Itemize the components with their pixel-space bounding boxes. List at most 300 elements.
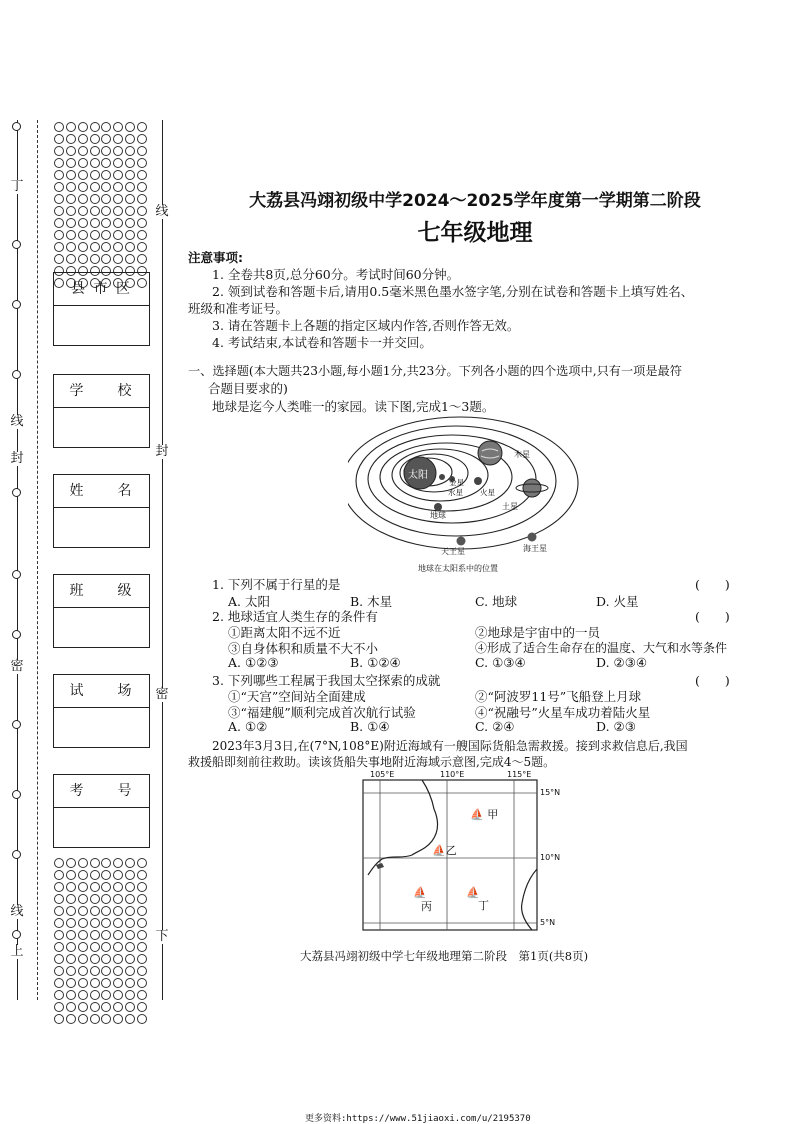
dot-pattern-cell: [54, 218, 64, 228]
dot-pattern-cell: [78, 894, 88, 904]
field-label: 学 校: [54, 375, 149, 408]
dot-pattern-cell: [113, 1014, 123, 1024]
label-earth: 地球: [430, 511, 446, 520]
dot-pattern-cell: [90, 954, 100, 964]
dot-pattern-cell: [125, 170, 135, 180]
notice-item: 班级和准考证号。: [188, 301, 289, 316]
dot-pattern-cell: [78, 218, 88, 228]
dot-pattern-cell: [78, 134, 88, 144]
label-neptune: 海王星: [523, 544, 547, 553]
dot-pattern-cell: [78, 194, 88, 204]
label-sun: 太阳: [408, 470, 428, 481]
section1-heading-cont: 合题目要求的): [208, 381, 288, 396]
ship-label-ding: 丁: [478, 899, 489, 912]
dot-pattern-cell: [78, 930, 88, 940]
dot-pattern-cell: [113, 942, 123, 952]
dot-pattern-cell: [54, 158, 64, 168]
dot-pattern-cell: [78, 1014, 88, 1024]
dot-pattern-cell: [101, 882, 111, 892]
ship-marker-bing: ⛵: [413, 886, 427, 899]
field-label: 班 级: [54, 575, 149, 608]
dot-pattern-cell: [125, 966, 135, 976]
solar-figure-caption: 地球在太阳系中的位置: [418, 564, 498, 573]
dot-pattern-cell: [90, 158, 100, 168]
q3-item: ③“福建舰”顺利完成首次航行试验: [228, 705, 416, 720]
dot-pattern-cell: [66, 942, 76, 952]
dot-pattern-cell: [125, 134, 135, 144]
notice-item: 3. 请在答题卡上各题的指定区域内作答,否则作答无效。: [212, 318, 520, 333]
dot-pattern-cell: [66, 254, 76, 264]
dot-pattern-cell: [137, 242, 147, 252]
section1-intro: 地球是迄今人类唯一的家园。读下图,完成1～3题。: [212, 399, 495, 414]
binding-ring: [12, 850, 21, 859]
dot-pattern-cell: [137, 942, 147, 952]
binding-ring: [12, 488, 21, 497]
section2-intro-cont: 救援船即刻前往救助。读该货船失事地附近海域示意图,完成4～5题。: [188, 755, 556, 769]
dot-pattern-cell: [113, 254, 123, 264]
q3-option-a[interactable]: A. ①②: [228, 719, 268, 734]
dot-pattern-cell: [137, 182, 147, 192]
dot-pattern-cell: [113, 122, 123, 132]
neptune-icon: [528, 533, 537, 542]
dot-pattern-cell: [54, 122, 64, 132]
dot-pattern-cell: [90, 978, 100, 988]
dot-pattern-cell: [66, 930, 76, 940]
dot-pattern-cell: [125, 978, 135, 988]
dot-pattern-cell: [113, 158, 123, 168]
dot-pattern-cell: [125, 230, 135, 240]
dot-pattern-cell: [78, 906, 88, 916]
dot-pattern-cell: [137, 1014, 147, 1024]
section2-intro: 2023年3月3日,在(7°N,108°E)附近海域有一艘国际货船急需救援。接到求救信息后,我国: [212, 739, 688, 753]
dot-pattern-cell: [125, 254, 135, 264]
lon-label: 110°E: [440, 770, 465, 779]
dot-pattern-cell: [90, 906, 100, 916]
dot-pattern-cell: [90, 990, 100, 1000]
dot-pattern-cell: [125, 942, 135, 952]
dot-pattern-cell: [54, 206, 64, 216]
dot-pattern-cell: [90, 122, 100, 132]
dot-pattern-cell: [113, 146, 123, 156]
dot-pattern-cell: [78, 966, 88, 976]
dot-pattern-cell: [66, 858, 76, 868]
dot-pattern-cell: [101, 990, 111, 1000]
dot-pattern-cell: [66, 146, 76, 156]
dot-pattern-cell: [137, 134, 147, 144]
q1-option-b[interactable]: B. 木星: [350, 594, 393, 609]
inner-binding-line: [162, 120, 163, 1000]
dot-pattern-cell: [101, 1014, 111, 1024]
dot-pattern-cell: [101, 134, 111, 144]
dot-pattern-cell: [113, 894, 123, 904]
binding-ring: [12, 370, 21, 379]
notice-item: 1. 全卷共8页,总分60分。考试时间60分钟。: [212, 267, 460, 282]
dot-pattern-cell: [66, 242, 76, 252]
dot-pattern-cell: [101, 942, 111, 952]
dot-pattern-cell: [101, 966, 111, 976]
dot-pattern-cell: [66, 206, 76, 216]
q3-stem: 3. 下列哪些工程属于我国太空探索的成就: [212, 673, 441, 688]
dot-pattern-cell: [125, 218, 135, 228]
q3-item: ①“天宫”空间站全面建成: [228, 689, 366, 704]
dot-pattern-cell: [101, 194, 111, 204]
dot-pattern-cell: [54, 254, 64, 264]
dot-pattern-cell: [54, 134, 64, 144]
dot-pattern-cell: [125, 954, 135, 964]
outer-mark: 线: [10, 904, 24, 919]
dot-pattern-cell: [90, 870, 100, 880]
dot-pattern-cell: [66, 906, 76, 916]
q1-option-a[interactable]: A. 太阳: [228, 594, 270, 609]
field-box-county[interactable]: [53, 272, 150, 346]
dot-pattern-cell: [125, 990, 135, 1000]
dot-pattern-cell: [113, 242, 123, 252]
dot-pattern-cell: [137, 1002, 147, 1012]
dot-pattern-cell: [54, 978, 64, 988]
dot-pattern-cell: [113, 882, 123, 892]
field-label: 姓 名: [54, 475, 149, 508]
dot-pattern-cell: [125, 1002, 135, 1012]
dot-pattern-cell: [66, 954, 76, 964]
dot-pattern-cell: [90, 146, 100, 156]
q3-option-b[interactable]: B. ①④: [350, 719, 390, 734]
dot-pattern-cell: [101, 206, 111, 216]
label-uranus: 天王星: [441, 547, 465, 556]
binding-ring: [12, 930, 21, 939]
dot-pattern-cell: [125, 242, 135, 252]
field-box-school[interactable]: [53, 374, 150, 448]
dot-pattern-cell: [113, 170, 123, 180]
dot-pattern-cell: [54, 906, 64, 916]
dot-pattern-cell: [113, 918, 123, 928]
dot-pattern-cell: [54, 882, 64, 892]
dot-pattern-cell: [78, 870, 88, 880]
dot-pattern-cell: [137, 206, 147, 216]
dot-pattern-cell: [125, 122, 135, 132]
dot-pattern-cell: [101, 870, 111, 880]
dot-pattern-cell: [54, 942, 64, 952]
q1-answer-paren[interactable]: ( ): [695, 577, 730, 592]
lon-label: 115°E: [507, 770, 532, 779]
dot-pattern-bottom: [53, 858, 148, 1024]
dot-pattern-cell: [90, 966, 100, 976]
dot-pattern-cell: [90, 882, 100, 892]
dot-pattern-cell: [78, 978, 88, 988]
dot-pattern-cell: [90, 182, 100, 192]
dot-pattern-cell: [78, 918, 88, 928]
ship-marker-yi: ⛵乙: [432, 844, 457, 857]
subject-title: 七年级地理: [417, 220, 533, 246]
q1-stem: 1. 下列不属于行星的是: [212, 577, 341, 592]
label-mars: 火星: [480, 488, 495, 497]
dot-pattern-cell: [78, 882, 88, 892]
section1-heading: 一、选择题(本大题共23小题,每小题1分,共23分。下列各小题的四个选项中,只有一项是最符: [188, 364, 682, 378]
dot-pattern-cell: [66, 918, 76, 928]
dot-pattern-cell: [90, 894, 100, 904]
dot-pattern-cell: [78, 182, 88, 192]
binding-ring: [12, 630, 21, 639]
dot-pattern-cell: [54, 870, 64, 880]
dot-pattern-cell: [54, 146, 64, 156]
dot-pattern-cell: [125, 882, 135, 892]
q3-option-d[interactable]: D. ②③: [596, 719, 636, 734]
inner-mark: 封: [155, 444, 169, 459]
dot-pattern-cell: [90, 170, 100, 180]
dot-pattern-cell: [113, 1002, 123, 1012]
dot-pattern-cell: [113, 966, 123, 976]
dot-pattern-cell: [101, 146, 111, 156]
dot-pattern-cell: [54, 182, 64, 192]
dot-pattern-cell: [66, 966, 76, 976]
q2-option-b[interactable]: B. ①②④: [350, 655, 401, 670]
ship-label: 乙: [445, 844, 457, 857]
dot-pattern-cell: [66, 1014, 76, 1024]
q3-answer-paren[interactable]: ( ): [695, 673, 730, 688]
dot-pattern-cell: [66, 194, 76, 204]
dot-pattern-cell: [113, 978, 123, 988]
dot-pattern-cell: [66, 870, 76, 880]
outer-mark-top: 丁: [10, 179, 24, 194]
dot-pattern-cell: [125, 146, 135, 156]
dot-pattern-cell: [66, 122, 76, 132]
label-venus: 金星: [449, 478, 464, 487]
school-term-title: 大荔县冯翊初级中学2024～2025学年度第一学期第二阶段: [249, 191, 701, 211]
dot-pattern-cell: [125, 930, 135, 940]
dot-pattern-cell: [66, 978, 76, 988]
binding-ring: [12, 720, 21, 729]
outer-mark: 线: [10, 414, 24, 429]
dot-pattern-cell: [137, 218, 147, 228]
dot-pattern-cell: [66, 1002, 76, 1012]
dot-pattern-cell: [101, 122, 111, 132]
dot-pattern-cell: [90, 858, 100, 868]
q3-item: ②“阿波罗11号”飞船登上月球: [475, 689, 642, 704]
mars-icon: [474, 477, 482, 485]
dot-pattern-cell: [125, 182, 135, 192]
lat-label: 15°N: [540, 788, 561, 797]
dot-pattern-cell: [113, 134, 123, 144]
dot-pattern-cell: [113, 990, 123, 1000]
q2-stem: 2. 地球适宜人类生存的条件有: [212, 609, 378, 624]
source-link[interactable]: 更多资料:https://www.51jiaoxi.com/u/2195370: [305, 1114, 531, 1124]
dot-pattern-cell: [78, 990, 88, 1000]
dot-pattern-cell: [66, 894, 76, 904]
dot-pattern-cell: [66, 170, 76, 180]
dot-pattern-cell: [54, 194, 64, 204]
dot-pattern-cell: [113, 870, 123, 880]
ship-label: 甲: [487, 808, 499, 821]
dot-pattern-cell: [101, 906, 111, 916]
dot-pattern-cell: [113, 906, 123, 916]
dot-pattern-cell: [66, 134, 76, 144]
q1-option-c[interactable]: C. 地球: [475, 594, 518, 609]
label-mercury: 水星: [448, 488, 463, 497]
dot-pattern-cell: [90, 254, 100, 264]
dot-pattern-cell: [90, 206, 100, 216]
q1-option-d[interactable]: D. 火星: [596, 594, 639, 609]
dot-pattern-cell: [78, 206, 88, 216]
q2-answer-paren[interactable]: ( ): [695, 609, 730, 624]
dot-pattern-cell: [78, 170, 88, 180]
dot-pattern-cell: [137, 918, 147, 928]
dot-pattern-cell: [90, 1014, 100, 1024]
inner-cut-line: [37, 120, 38, 1000]
binding-ring: [12, 122, 21, 131]
dot-pattern-cell: [66, 158, 76, 168]
dot-pattern-cell: [137, 966, 147, 976]
dot-pattern-cell: [101, 170, 111, 180]
outer-mark: 封: [10, 451, 24, 466]
dot-pattern-cell: [137, 858, 147, 868]
outer-mark-bottom: 上: [10, 944, 24, 959]
dot-pattern-cell: [78, 146, 88, 156]
dot-pattern-cell: [125, 158, 135, 168]
dot-pattern-cell: [90, 230, 100, 240]
dot-pattern-cell: [137, 146, 147, 156]
dot-pattern-cell: [54, 858, 64, 868]
dot-pattern-cell: [54, 894, 64, 904]
dot-pattern-cell: [101, 242, 111, 252]
dot-pattern-cell: [54, 242, 64, 252]
binding-ring: [12, 570, 21, 579]
dot-pattern-cell: [137, 158, 147, 168]
dot-pattern-cell: [137, 906, 147, 916]
outer-binding-line: [17, 120, 18, 1000]
dot-pattern-top: [53, 122, 148, 288]
dot-pattern-cell: [90, 918, 100, 928]
dot-pattern-cell: [90, 942, 100, 952]
dot-pattern-cell: [78, 942, 88, 952]
dot-pattern-cell: [78, 1002, 88, 1012]
dot-pattern-cell: [66, 230, 76, 240]
dot-pattern-cell: [125, 870, 135, 880]
field-box-class[interactable]: [53, 574, 150, 648]
q3-option-c[interactable]: C. ②④: [475, 719, 515, 734]
field-box-exam-number[interactable]: [53, 774, 150, 848]
q2-option-a[interactable]: A. ①②③: [228, 655, 279, 670]
inner-mark: 线: [155, 204, 169, 219]
dot-pattern-cell: [137, 894, 147, 904]
dot-pattern-cell: [78, 954, 88, 964]
dot-pattern-cell: [78, 122, 88, 132]
field-box-name[interactable]: [53, 474, 150, 548]
uranus-icon: [457, 537, 466, 546]
dot-pattern-cell: [54, 954, 64, 964]
dot-pattern-cell: [113, 230, 123, 240]
field-box-room[interactable]: [53, 674, 150, 748]
ship-marker-ding: ⛵: [466, 886, 480, 899]
dot-pattern-cell: [125, 194, 135, 204]
dot-pattern-cell: [54, 966, 64, 976]
dot-pattern-cell: [101, 894, 111, 904]
dot-pattern-cell: [54, 990, 64, 1000]
dot-pattern-cell: [101, 954, 111, 964]
dot-pattern-cell: [101, 930, 111, 940]
q2-option-d[interactable]: D. ②③④: [596, 655, 648, 670]
q2-item: ④形成了适合生命存在的温度、大气和水等条件: [475, 641, 728, 655]
notice-item: 4. 考试结束,本试卷和答题卡一并交回。: [212, 335, 432, 350]
dot-pattern-cell: [54, 930, 64, 940]
dot-pattern-cell: [137, 954, 147, 964]
dot-pattern-cell: [66, 882, 76, 892]
dot-pattern-cell: [113, 182, 123, 192]
dot-pattern-cell: [137, 194, 147, 204]
dot-pattern-cell: [113, 954, 123, 964]
lat-label: 10°N: [540, 853, 561, 862]
page-footer: 大荔县冯翊初级中学七年级地理第二阶段 第1页(共8页): [300, 949, 589, 963]
dot-pattern-cell: [78, 242, 88, 252]
dot-pattern-cell: [101, 254, 111, 264]
binding-ring: [12, 240, 21, 249]
dot-pattern-cell: [101, 218, 111, 228]
dot-pattern-cell: [66, 182, 76, 192]
dot-pattern-cell: [125, 858, 135, 868]
dot-pattern-cell: [78, 858, 88, 868]
saturn-icon: [523, 479, 541, 497]
dot-pattern-cell: [125, 206, 135, 216]
dot-pattern-cell: [137, 990, 147, 1000]
dot-pattern-cell: [101, 182, 111, 192]
dot-pattern-cell: [101, 1002, 111, 1012]
field-label: 考 号: [54, 775, 149, 808]
dot-pattern-cell: [113, 194, 123, 204]
dot-pattern-cell: [125, 1014, 135, 1024]
binding-ring: [12, 790, 21, 799]
q2-item: ③自身体积和质量不大不小: [228, 641, 379, 656]
dot-pattern-cell: [54, 230, 64, 240]
venus-icon: [439, 474, 445, 480]
field-label: 试 场: [54, 675, 149, 708]
q3-item: ④“祝融号”火星车成功着陆火星: [475, 705, 651, 720]
inner-mark: 密: [155, 687, 169, 702]
dot-pattern-cell: [137, 230, 147, 240]
dot-pattern-cell: [137, 254, 147, 264]
dot-pattern-cell: [90, 218, 100, 228]
q2-option-c[interactable]: C. ①③④: [475, 655, 526, 670]
dot-pattern-cell: [66, 218, 76, 228]
label-saturn: 土星: [502, 502, 518, 511]
outer-mark: 密: [10, 659, 24, 674]
dot-pattern-cell: [90, 134, 100, 144]
q2-item: ②地球是宇宙中的一员: [475, 625, 601, 640]
dot-pattern-cell: [90, 194, 100, 204]
ship-marker-jia: ⛵ 甲: [470, 808, 499, 821]
dot-pattern-cell: [125, 894, 135, 904]
solar-system-diagram: [348, 415, 588, 577]
dot-pattern-cell: [113, 858, 123, 868]
dot-pattern-cell: [113, 930, 123, 940]
dot-pattern-cell: [90, 242, 100, 252]
dot-pattern-cell: [78, 254, 88, 264]
q2-item: ①距离太阳不远不近: [228, 625, 341, 640]
dot-pattern-cell: [113, 206, 123, 216]
jupiter-icon: [478, 441, 502, 465]
dot-pattern-cell: [137, 882, 147, 892]
dot-pattern-cell: [54, 918, 64, 928]
dot-pattern-cell: [125, 906, 135, 916]
dot-pattern-cell: [101, 158, 111, 168]
dot-pattern-cell: [137, 870, 147, 880]
dot-pattern-cell: [54, 170, 64, 180]
dot-pattern-cell: [101, 858, 111, 868]
dot-pattern-cell: [137, 930, 147, 940]
dot-pattern-cell: [113, 218, 123, 228]
dot-pattern-cell: [78, 230, 88, 240]
notice-heading: 注意事项:: [188, 250, 243, 265]
dot-pattern-cell: [137, 122, 147, 132]
ship-label-bing: 丙: [421, 900, 432, 913]
dot-pattern-cell: [101, 978, 111, 988]
